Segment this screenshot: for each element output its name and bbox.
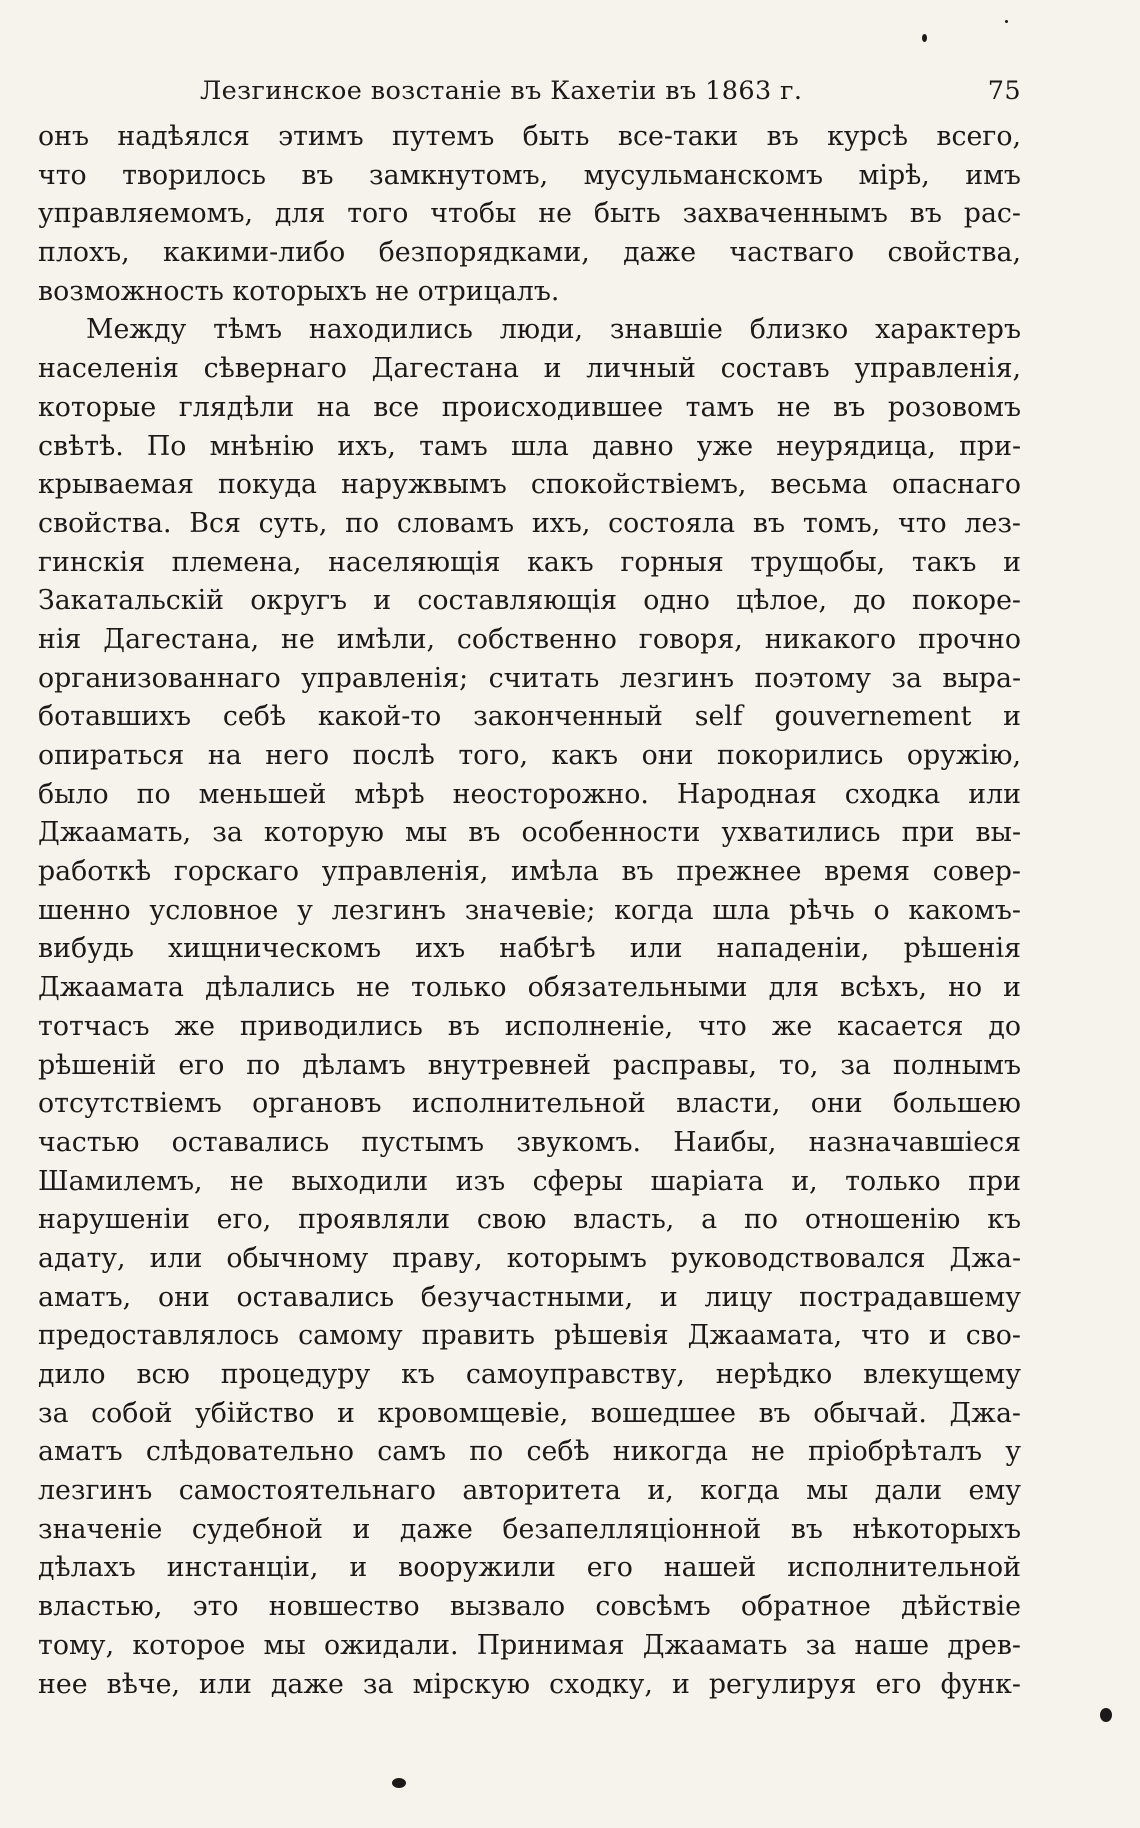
text-line: адату, или обычному праву, которымъ руководствовался Джа- xyxy=(38,1242,1021,1274)
text-line: нарушеніи его, проявляли свою власть, а по отношенію къ xyxy=(38,1204,1021,1236)
text-line: крываемая покуда наружвымъ спокойствіемъ, весьма опаснаго xyxy=(38,469,1021,501)
text-line: аматъ, они оставались безучастными, и лицу пострадавшему xyxy=(38,1281,1021,1313)
text-line: шенно условное у лезгинъ значевіе; когда шла рѣчь о какомъ- xyxy=(38,894,1021,926)
paragraph xyxy=(38,118,1021,311)
text-line: организованнаго управленія; считать лезгинъ поэтому за выра- xyxy=(38,662,1021,694)
running-head xyxy=(38,70,1021,118)
ink-speck xyxy=(1100,1708,1112,1722)
text-line: нія Дагестана, не имѣли, собственно говоря, никакого прочно xyxy=(38,623,1021,655)
text-line: возможность которыхъ не отрицалъ. xyxy=(38,275,560,307)
body-text xyxy=(38,118,1021,1704)
text-line: Между тѣмъ находились люди, знавшіе близко характеръ xyxy=(86,314,1021,346)
text-line: рѣшеній его по дѣламъ внутревней расправы, то, за полнымъ xyxy=(38,1049,1021,1081)
text-line: лезгинъ самостоятельнаго авторитета и, когда мы дали ему xyxy=(38,1475,1021,1507)
text-line: тому, которое мы ожидали. Принимая Джаамать за наше древ- xyxy=(38,1629,1021,1661)
text-line: гинскія племена, населяющія какъ горныя трущобы, такъ и xyxy=(38,546,1021,578)
text-line: работкѣ горскаго управленія, имѣла въ прежнее время совер- xyxy=(38,856,1021,888)
text-line: свѣтѣ. По мнѣнію ихъ, тамъ шла давно уже неурядица, при- xyxy=(38,430,1021,462)
book-page xyxy=(38,70,1021,1704)
text-line: Шамилемъ, не выходили изъ сферы шаріата и, только при xyxy=(38,1165,1021,1197)
ink-speck xyxy=(1005,20,1008,23)
text-line: дило всю процедуру къ самоуправству, нерѣдко влекущему xyxy=(38,1359,1021,1390)
text-line: что творилось въ замкнутомъ, мусульманскомъ мірѣ, имъ xyxy=(38,159,1021,191)
text-line: ботавшихъ себѣ какой-то законченный self gouvernement и xyxy=(38,701,1021,733)
text-line: онъ надѣялся этимъ путемъ быть все-таки въ курсѣ всего, xyxy=(38,121,1021,152)
text-line: тотчасъ же приводились въ исполненіе, что же касается до xyxy=(38,1010,1021,1042)
text-line: было по меньшей мѣрѣ неосторожно. Народная сходка или xyxy=(38,778,1021,810)
ink-speck xyxy=(392,1778,406,1788)
text-line: опираться на него послѣ того, какъ они покорились оружію, xyxy=(38,740,1021,771)
text-line: плохъ, какими-либо безпорядками, даже частваго свойства, xyxy=(38,237,1021,269)
text-line: Джаамать, за которую мы въ особенности ухватились при вы- xyxy=(38,817,1021,849)
text-line: управляемомъ, для того чтобы не быть захваченнымъ въ рас- xyxy=(38,198,1021,230)
text-line: которые глядѣли на все происходившее тамъ не въ розовомъ xyxy=(38,391,1021,423)
text-line: частью оставались пустымъ звукомъ. Наибы, назначавшіеся xyxy=(38,1126,1021,1158)
text-line: нее вѣче, или даже за мірскую сходку, и регулируя его функ- xyxy=(38,1668,1021,1700)
text-line: свойства. Вся суть, по словамъ ихъ, состояла въ томъ, что лез- xyxy=(38,507,1021,539)
text-line: предоставлялось самому править рѣшевія Джаамата, что и сво- xyxy=(38,1320,1021,1352)
text-line: населенія сѣвернаго Дагестана и личный составъ управленія, xyxy=(38,353,1021,385)
paragraph xyxy=(38,311,1021,1704)
page-number: 75 xyxy=(987,76,1021,106)
text-line: Джаамата дѣлались не только обязательными для всѣхъ, но и xyxy=(38,972,1021,1004)
text-line: значеніе судебной и даже безапелляціонной въ нѣкоторыхъ xyxy=(38,1513,1021,1545)
ink-speck xyxy=(922,34,927,42)
text-line: за собой убійство и кровомщевіе, вошедшее въ обычай. Джа- xyxy=(38,1397,1021,1429)
running-title: Лезгинское возстаніе въ Кахетіи въ 1863 г. xyxy=(200,76,803,106)
text-line: властью, это новшество вызвало совсѣмъ обратное дѣйствіе xyxy=(38,1591,1021,1623)
text-line: Закатальскій округъ и составляющія одно цѣлое, до покоре- xyxy=(38,585,1021,617)
text-line: дѣлахъ инстанціи, и вооружили его нашей исполнительной xyxy=(38,1552,1021,1584)
text-line: отсутствіемъ органовъ исполнительной власти, они большею xyxy=(38,1088,1021,1120)
text-line: вибудь хищническомъ ихъ набѣгѣ или нападеніи, рѣшенія xyxy=(38,933,1021,965)
text-line: аматъ слѣдовательно самъ по себѣ никогда не пріобрѣталъ у xyxy=(38,1436,1021,1468)
